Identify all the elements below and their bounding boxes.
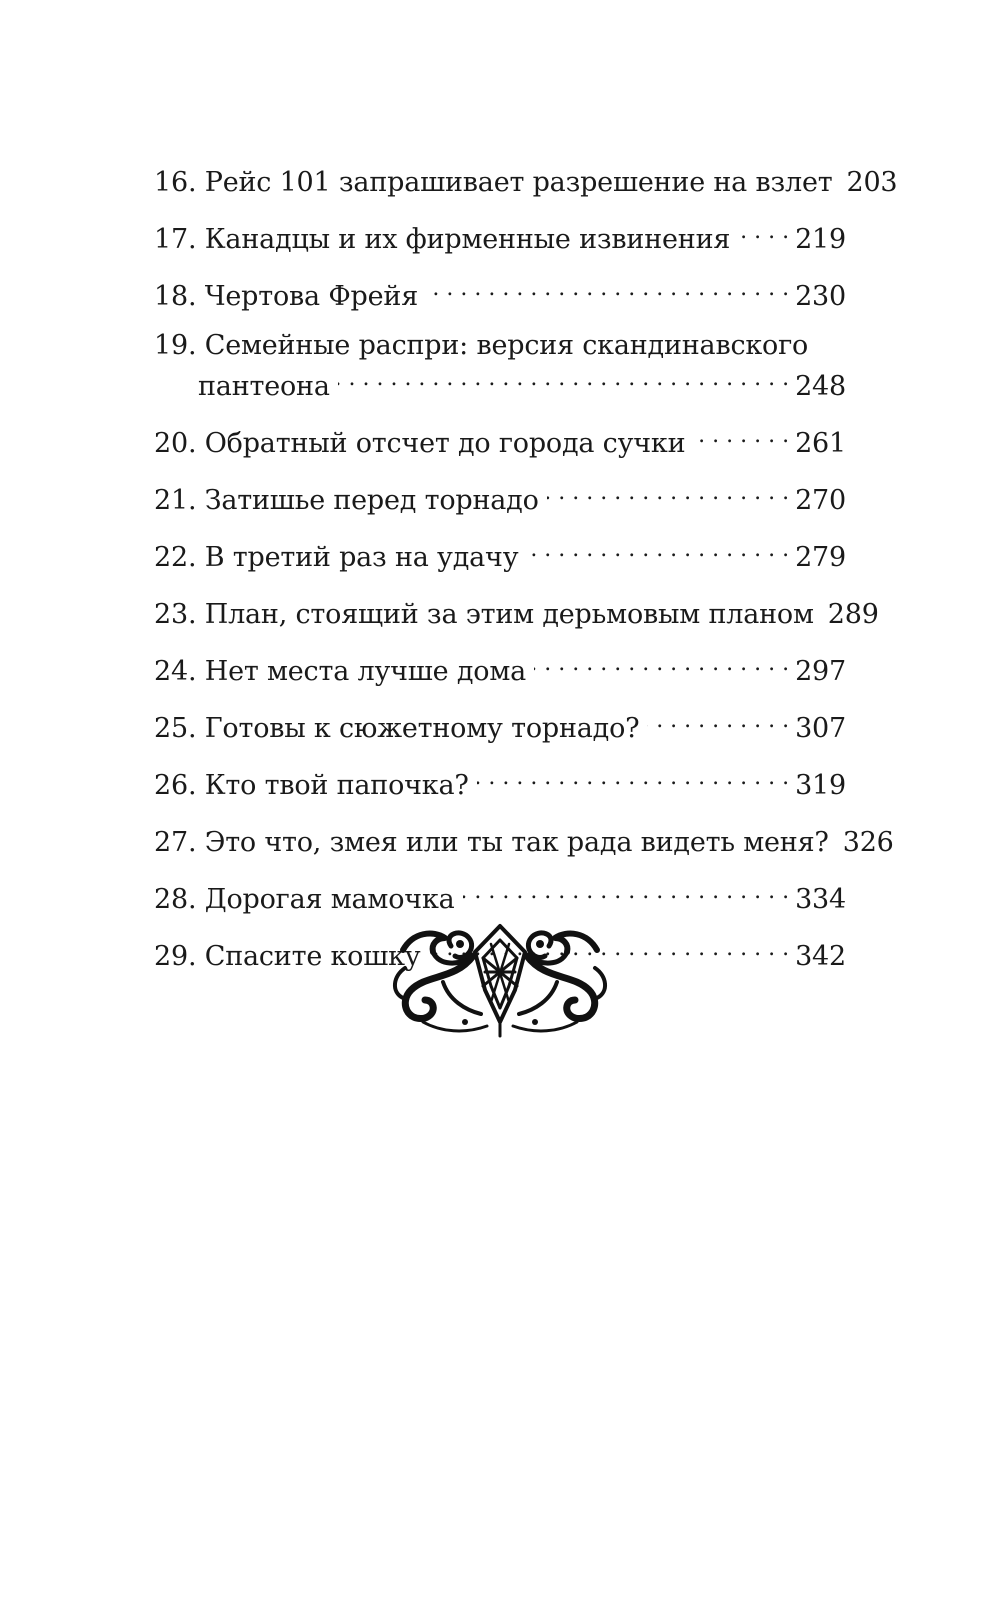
entry-title: План, стоящий за этим дерьмовым планом (204, 599, 814, 630)
entry-page-number: 289 (827, 599, 879, 630)
entry-title: Готовы к сюжетному торнадо? (204, 713, 640, 744)
entry-number: 19. (154, 330, 197, 361)
toc-entry (154, 215, 846, 256)
entry-page-number: 307 (795, 713, 846, 744)
entry-title: Кто твой папочка? (204, 770, 469, 801)
entry-title: Чертова Фрейя (204, 281, 419, 312)
toc-entry (154, 590, 879, 631)
dot-leader (738, 215, 789, 248)
toc-entry (154, 761, 846, 802)
entry-page-number: 326 (842, 827, 894, 858)
table-of-contents (154, 158, 898, 989)
toc-entry (154, 818, 894, 859)
entry-number: 23. (154, 599, 197, 630)
celtic-knot-ornament-icon (385, 922, 615, 1042)
toc-entry (154, 272, 846, 313)
entry-number: 26. (154, 770, 197, 801)
entry-page-number: 334 (795, 884, 846, 915)
entry-title-line1: Семейные распри: версия скандинавского (204, 330, 809, 361)
entry-title: В третий раз на удачу (204, 542, 519, 573)
entry-number: 20. (154, 428, 197, 459)
entry-number: 17. (154, 224, 197, 255)
entry-page-number: 279 (795, 542, 846, 573)
entry-page-number: 342 (795, 941, 846, 972)
entry-title: Спасите кошку (204, 941, 421, 972)
entry-page-number: 230 (795, 281, 846, 312)
toc-entry (154, 158, 898, 199)
toc-entry (154, 875, 846, 916)
entry-page-number: 270 (795, 485, 846, 516)
dot-leader (477, 761, 789, 794)
entry-page-number: 261 (795, 428, 846, 459)
entry-number: 28. (154, 884, 197, 915)
entry-page-number: 219 (795, 224, 846, 255)
dot-leader (534, 647, 789, 680)
entry-page-number: 319 (795, 770, 846, 801)
entry-title: Нет места лучше дома (204, 656, 527, 687)
dot-leader (547, 476, 789, 509)
toc-entry (154, 704, 846, 745)
entry-number: 27. (154, 827, 197, 858)
dot-leader (526, 533, 789, 566)
entry-number: 21. (154, 485, 197, 516)
entry-title: Затишье перед торнадо (204, 485, 539, 516)
entry-title: Канадцы и их фирменные извинения (204, 224, 731, 255)
entry-title: Рейс 101 запрашивает разрешение на взлет (204, 167, 833, 198)
dot-leader (338, 362, 789, 395)
toc-entry (154, 419, 846, 460)
entry-page-number: 297 (795, 656, 846, 687)
dot-leader (463, 875, 790, 908)
entry-number: 22. (154, 542, 197, 573)
entry-number: 29. (154, 941, 197, 972)
entry-title: Обратный отсчет до города сучки (204, 428, 686, 459)
entry-number: 25. (154, 713, 197, 744)
toc-entry (154, 329, 846, 403)
dot-leader (647, 704, 789, 737)
dot-leader (693, 419, 789, 452)
dot-leader (426, 272, 789, 305)
toc-entry (154, 647, 846, 688)
entry-number: 16. (154, 167, 197, 198)
entry-number: 18. (154, 281, 197, 312)
entry-title: Это что, змея или ты так рада видеть меня? (204, 827, 829, 858)
entry-page-number: 203 (846, 167, 898, 198)
toc-entry (154, 476, 846, 517)
entry-title: пантеона (198, 371, 330, 402)
toc-entry (154, 533, 846, 574)
entry-page-number: 248 (795, 371, 846, 402)
entry-number: 24. (154, 656, 197, 687)
entry-title: Дорогая мамочка (204, 884, 455, 915)
